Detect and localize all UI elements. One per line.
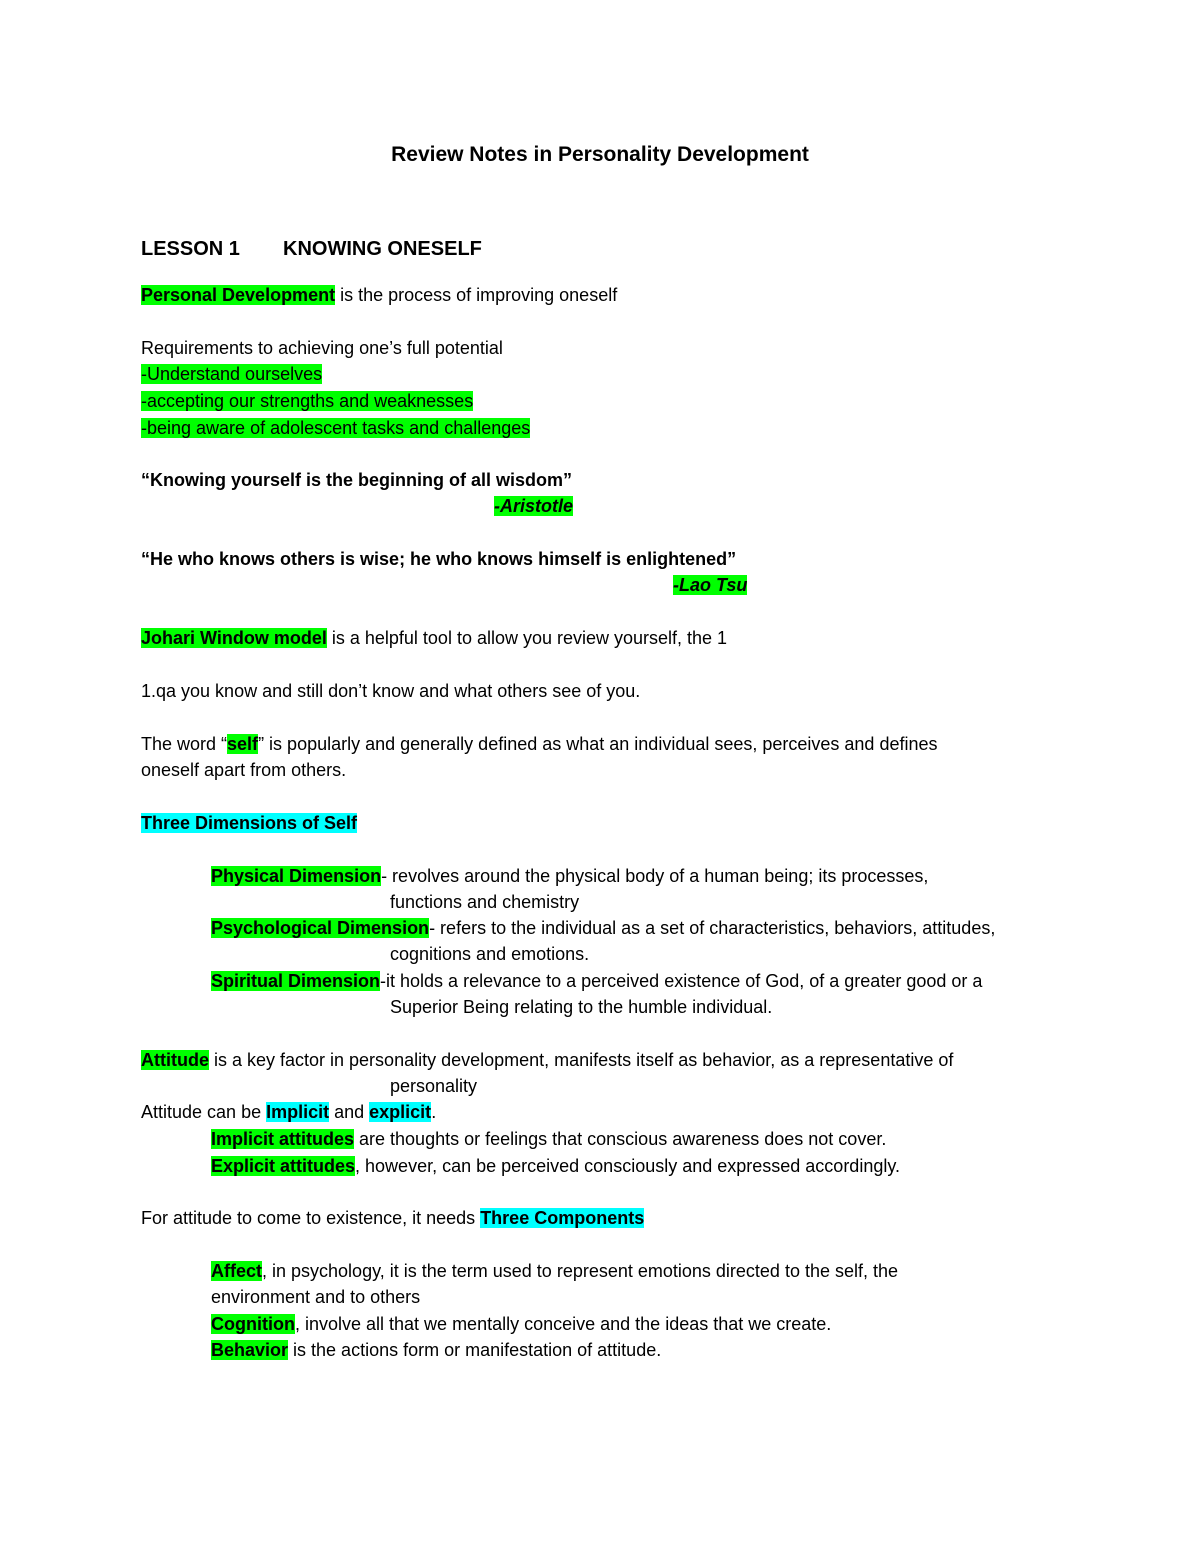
requirement-item: -accepting our strengths and weaknesses [141, 391, 474, 411]
affect-def: , in psychology, it is the term used to represent emotions directed to the self, the [262, 1261, 899, 1281]
explicit-term: explicit [369, 1102, 432, 1122]
attitude-def: is a key factor in personality development, manifests itself as behavior, as a representative of [208, 1050, 954, 1070]
implicit-attitudes-def: are thoughts or feelings that conscious awareness does not cover. [354, 1129, 887, 1149]
behavior-def: is the actions form or manifestation of attitude. [288, 1340, 662, 1360]
physical-dimension-line [211, 863, 928, 889]
self-term: self [227, 734, 259, 754]
johari-def: is a helpful tool to allow you review yourself, the 1 [326, 628, 728, 648]
cognition-term: Cognition [211, 1314, 295, 1334]
self-def-suffix: ” is popularly and generally defined as what an individual sees, perceives and defines [258, 734, 938, 754]
components-intro: For attitude to come to existence, it needs [141, 1208, 481, 1228]
behavior-term: Behavior [211, 1340, 289, 1360]
personal-development-term: Personal Development [141, 285, 336, 305]
cognition-line [211, 1311, 831, 1337]
spiritual-dimension-def: -it holds a relevance to a perceived existence of God, of a greater good or a [380, 971, 983, 991]
psychological-dimension-term: Psychological Dimension [211, 918, 430, 938]
affect-line [211, 1258, 898, 1284]
johari-line [141, 625, 727, 651]
attitude-can-be: Attitude can be [141, 1102, 267, 1122]
spiritual-dimension-line [211, 968, 982, 994]
physical-dimension-term: Physical Dimension [211, 866, 382, 886]
psychological-dimension-cont: cognitions and emotions. [390, 944, 590, 964]
and-text: and [329, 1102, 370, 1122]
psychological-dimension-def: - refers to the individual as a set of characteristics, behaviors, attitudes, [429, 918, 996, 938]
johari-line-2: 1.qa you know and still don’t know and what others see of you. [141, 681, 641, 701]
implicit-term: Implicit [266, 1102, 330, 1122]
spiritual-dimension-cont: Superior Being relating to the humble individual. [390, 997, 773, 1017]
physical-dimension-cont: functions and chemistry [390, 892, 580, 912]
attitude-cont: personality [390, 1076, 478, 1096]
explicit-attitudes-line [211, 1153, 900, 1179]
lesson-name: KNOWING ONESELF [283, 238, 482, 260]
psychological-dimension-line [211, 915, 995, 941]
attitude-line [141, 1047, 953, 1073]
affect-cont: environment and to others [211, 1287, 421, 1307]
personal-development-line [141, 282, 617, 308]
explicit-attitudes-def: , however, can be perceived consciously and expressed accordingly. [355, 1156, 901, 1176]
self-def-prefix: The word “ [141, 734, 228, 754]
explicit-attitudes-term: Explicit attitudes [211, 1156, 356, 1176]
attitude-types-line [141, 1099, 436, 1125]
behavior-line [211, 1337, 661, 1363]
quote-aristotle: “Knowing yourself is the beginning of all wisdom” [141, 470, 573, 490]
requirement-item: -being aware of adolescent tasks and challenges [141, 418, 531, 438]
lesson-number: LESSON 1 [141, 238, 240, 260]
johari-term: Johari Window model [141, 628, 327, 648]
self-definition-line [141, 731, 937, 757]
physical-dimension-def: - revolves around the physical body of a human being; its processes, [381, 866, 929, 886]
quote-lao-tsu: “He who knows others is wise; he who knows himself is enlightened” [141, 549, 737, 569]
affect-term: Affect [211, 1261, 263, 1281]
three-dimensions-heading: Three Dimensions of Self [141, 813, 358, 833]
quote-author-lao-tsu: -Lao Tsu [673, 575, 748, 595]
personal-development-def: is the process of improving oneself [335, 285, 618, 305]
cognition-def: , involve all that we mentally conceive and the ideas that we create. [294, 1314, 832, 1334]
requirements-heading: Requirements to achieving one’s full potential [141, 338, 503, 358]
page-title: Review Notes in Personality Development [391, 143, 809, 166]
requirement-item: -Understand ourselves [141, 364, 323, 384]
components-intro-line [141, 1205, 644, 1231]
quote-author-aristotle: -Aristotle [494, 496, 574, 516]
spiritual-dimension-term: Spiritual Dimension [211, 971, 381, 991]
self-definition-line-2: oneself apart from others. [141, 760, 347, 780]
period-text: . [431, 1102, 437, 1122]
attitude-term: Attitude [141, 1050, 209, 1070]
implicit-attitudes-term: Implicit attitudes [211, 1129, 355, 1149]
implicit-attitudes-line [211, 1126, 886, 1152]
three-components-heading: Three Components [480, 1208, 645, 1228]
